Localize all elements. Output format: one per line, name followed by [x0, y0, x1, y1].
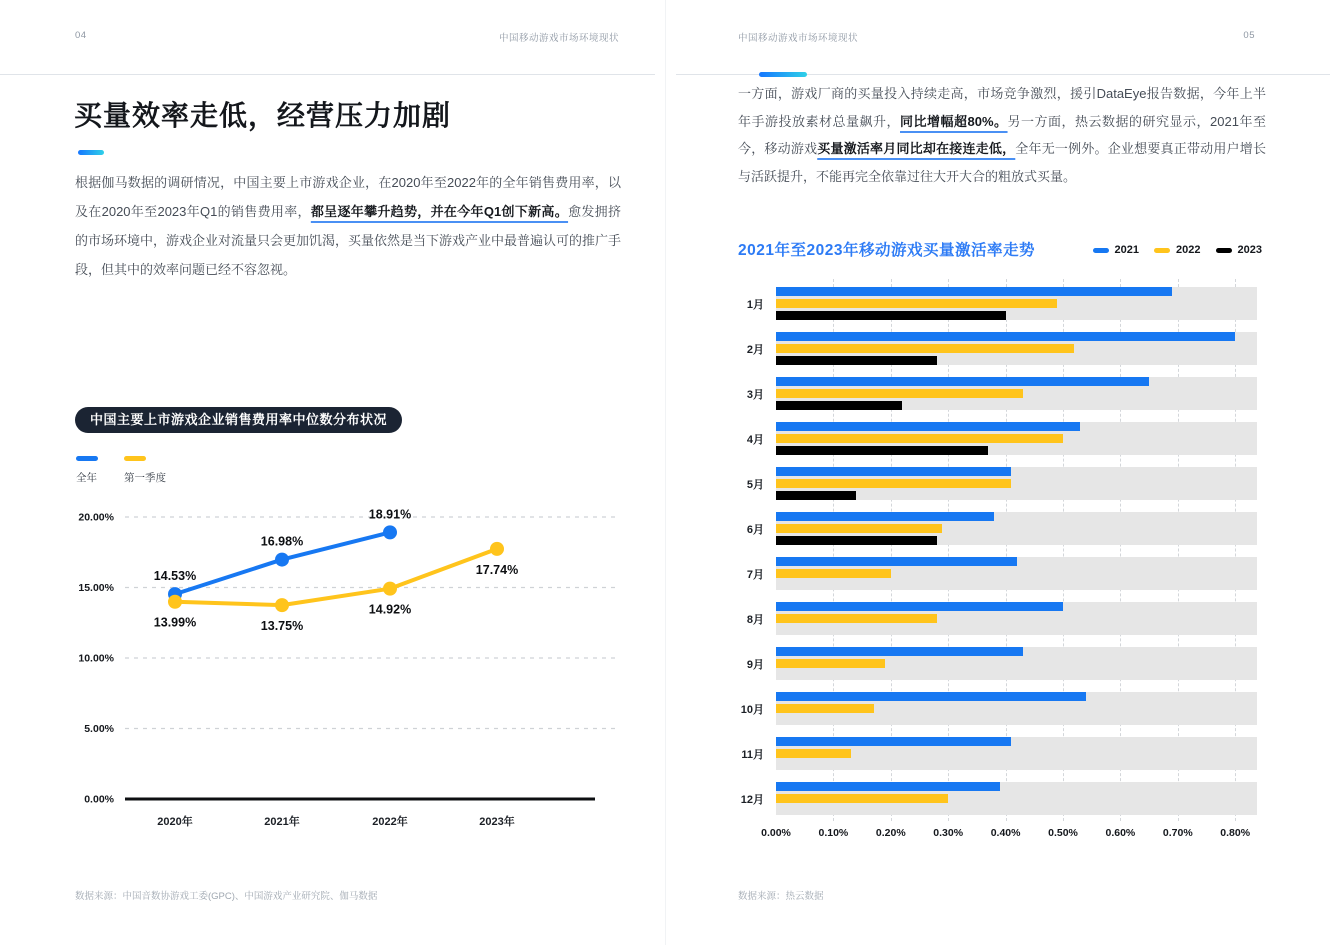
title-accent-dash	[78, 150, 104, 155]
body-text: 愈发拥挤的市场环境中，游戏企业对流量只会更加饥渴，买量依然是当下游戏产业中最普遍认可的推广手段，但其中的效率问题已经不容忽视。	[75, 204, 622, 277]
page-number: 04	[75, 30, 87, 41]
x-tick-label: 0.60%	[1105, 827, 1136, 839]
legend-swatch	[1216, 248, 1232, 253]
bar-2023-5月	[776, 491, 856, 500]
data-source: 数据来源：中国音数协游戏工委(GPC)、中国游戏产业研究院、伽马数据	[75, 891, 378, 902]
month-label: 10月	[740, 703, 764, 716]
running-header: 中国移动游戏市场环境现状	[738, 33, 859, 44]
bar-row	[738, 287, 1258, 320]
bar-2022-11月	[776, 749, 851, 758]
data-label: 14.92%	[368, 602, 412, 617]
bar-row	[738, 377, 1258, 410]
bar-row	[738, 782, 1258, 815]
data-point	[383, 525, 397, 539]
legend-label: 全年	[76, 472, 97, 484]
bar-track	[776, 467, 1257, 500]
legend-item	[1093, 244, 1139, 256]
legend-label: 2022	[1176, 244, 1201, 256]
line-chart-legend	[76, 456, 166, 485]
data-point	[275, 553, 289, 567]
legend-item	[124, 456, 166, 485]
bar-2021-1月	[776, 287, 1172, 296]
legend-swatch	[124, 456, 146, 461]
y-tick-label: 10.00%	[78, 652, 114, 665]
data-source: 数据来源：热云数据	[738, 891, 824, 902]
bar-2021-11月	[776, 737, 1011, 746]
bar-2021-10月	[776, 692, 1086, 701]
y-tick-label: 15.00%	[78, 582, 114, 594]
bar-2022-1月	[776, 299, 1057, 308]
page-number: 05	[1243, 30, 1255, 41]
bar-track	[776, 737, 1257, 770]
month-label: 6月	[746, 523, 764, 536]
bar-2022-10月	[776, 704, 874, 713]
bar-row	[738, 422, 1258, 455]
data-point	[275, 598, 289, 612]
data-label: 13.75%	[260, 619, 304, 634]
legend-label: 第一季度	[124, 472, 166, 484]
month-label: 2月	[746, 343, 764, 356]
bar-track	[776, 557, 1257, 590]
bar-2022-12月	[776, 794, 948, 803]
legend-item	[76, 456, 98, 485]
legend-swatch	[1093, 248, 1109, 253]
data-point	[383, 582, 397, 596]
bar-chart-x-axis	[738, 827, 1258, 847]
bar-track	[776, 647, 1257, 680]
data-label: 14.53%	[153, 569, 197, 584]
running-header: 中国移动游戏市场环境现状	[498, 33, 619, 44]
data-label: 18.91%	[368, 507, 412, 522]
divider-accent-dash	[759, 72, 807, 77]
month-label: 9月	[746, 658, 764, 671]
bar-chart-title: 2021年至2023年移动游戏买量激活率走势	[738, 242, 1035, 259]
legend-swatch	[76, 456, 98, 461]
x-tick-label: 0.20%	[875, 827, 906, 839]
month-label: 12月	[740, 793, 764, 806]
y-tick-label: 20.00%	[78, 511, 114, 524]
bar-track	[776, 377, 1257, 410]
data-label: 13.99%	[153, 615, 197, 630]
emphasized-text: 同比增幅超80%。	[900, 113, 1008, 129]
emphasized-text: 都呈逐年攀升趋势，并在今年Q1创下新高。	[310, 204, 569, 219]
month-label: 1月	[746, 298, 764, 311]
month-label: 4月	[746, 433, 764, 446]
bar-track	[776, 332, 1257, 365]
chart-title-badge: 中国主要上市游戏企业销售费用率中位数分布状况	[75, 407, 402, 433]
bar-2021-12月	[776, 782, 1000, 791]
x-tick-label: 0.30%	[933, 827, 964, 839]
x-tick-label: 0.50%	[1048, 827, 1078, 839]
bar-2022-7月	[776, 569, 891, 578]
bar-row	[738, 692, 1258, 725]
data-label: 17.74%	[475, 562, 519, 577]
bar-2022-2月	[776, 344, 1074, 353]
month-label: 11月	[741, 748, 764, 761]
data-point	[490, 542, 504, 556]
body-text: 全年无一例外。企业想要真正带动用户增长与活跃提升，不能再完全依靠过往大开大合的粗放式买量。	[738, 141, 1266, 184]
body-paragraph	[75, 168, 621, 284]
legend-label: 2023	[1237, 244, 1262, 256]
month-label: 8月	[746, 613, 764, 626]
bar-track	[776, 512, 1257, 545]
x-tick-label: 2021年	[264, 816, 300, 828]
bar-row	[738, 602, 1258, 635]
sales-expense-line-chart	[70, 505, 622, 840]
x-tick-label: 2020年	[157, 816, 193, 828]
month-label: 5月	[746, 478, 764, 491]
bar-row	[738, 332, 1258, 365]
activation-rate-bar-chart	[738, 287, 1258, 839]
bar-2022-6月	[776, 524, 942, 533]
header-divider	[0, 74, 655, 75]
bar-track	[776, 692, 1257, 725]
legend-item	[1154, 244, 1200, 256]
y-tick-label: 0.00%	[84, 793, 114, 806]
legend-item	[1216, 244, 1262, 256]
bar-2023-2月	[776, 356, 937, 365]
bar-row	[738, 557, 1258, 590]
bar-2021-7月	[776, 557, 1017, 566]
body-text: 根据伽马数据的调研情况，中国主要上市游戏企业，在2020年至2022年的全年销售费用率，以及在2020年至2023年Q1的销售费用率，	[75, 175, 621, 219]
bar-2021-4月	[776, 422, 1080, 431]
x-tick-label: 0.40%	[990, 827, 1021, 839]
bar-2021-5月	[776, 467, 1011, 476]
bar-track	[776, 602, 1257, 635]
bar-2022-4月	[776, 434, 1063, 443]
data-point	[168, 595, 182, 609]
bar-chart-legend	[1093, 244, 1262, 256]
bar-track	[776, 422, 1257, 455]
bar-row	[738, 737, 1258, 770]
bar-2022-9月	[776, 659, 885, 668]
bar-row	[738, 512, 1258, 545]
bar-track	[776, 287, 1257, 320]
body-paragraph	[738, 80, 1266, 190]
bar-2022-3月	[776, 389, 1023, 398]
legend-swatch	[1154, 248, 1170, 253]
x-tick-label: 0.00%	[761, 827, 791, 839]
x-tick-label: 2022年	[372, 816, 408, 828]
x-tick-label: 0.10%	[818, 827, 849, 839]
bar-2023-4月	[776, 446, 988, 455]
bar-2021-6月	[776, 512, 994, 521]
x-tick-label: 2023年	[479, 816, 515, 828]
bar-2021-8月	[776, 602, 1063, 611]
body-text: 一方面，游戏厂商的买量投入持续走高，市场竞争激烈，援引DataEye报告数据，今年上半年手游投放素材总量飙升，	[738, 86, 1266, 129]
page-title: 买量效率走低，经营压力加剧	[74, 100, 452, 131]
bar-track	[776, 782, 1257, 815]
bar-row	[738, 647, 1258, 680]
bar-2021-3月	[776, 377, 1149, 386]
x-tick-label: 0.80%	[1220, 827, 1251, 839]
emphasized-text: 买量激活率月同比却在接连走低，	[817, 141, 1016, 156]
y-tick-label: 5.00%	[84, 723, 114, 735]
x-tick-label: 0.70%	[1162, 827, 1193, 839]
bar-2023-6月	[776, 536, 937, 545]
bar-2022-8月	[776, 614, 937, 623]
legend-label: 2021	[1114, 244, 1140, 256]
page-right	[665, 0, 1330, 945]
bar-2023-1月	[776, 311, 1006, 320]
month-label: 7月	[746, 568, 764, 581]
bar-2021-9月	[776, 647, 1023, 656]
bar-2021-2月	[776, 332, 1235, 341]
bar-2023-3月	[776, 401, 902, 410]
bar-row	[738, 467, 1258, 500]
bar-2022-5月	[776, 479, 1011, 488]
body-text: 另一方面，热云数据的研究显示，2021年至今，移动游戏	[738, 113, 1266, 156]
data-label: 16.98%	[260, 534, 304, 549]
month-label: 3月	[746, 388, 764, 401]
